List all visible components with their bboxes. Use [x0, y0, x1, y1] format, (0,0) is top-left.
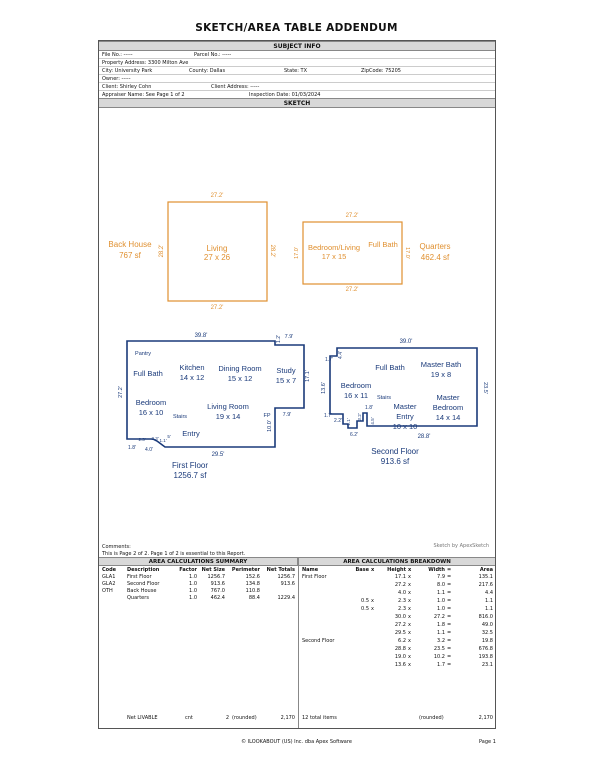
breakdown-col-x2: x [408, 567, 412, 573]
breakdown-x: x [408, 654, 411, 660]
summary-code: GLA1 [102, 574, 116, 580]
summary-description: Quarters [127, 595, 149, 601]
breakdown-height: 30.0 [394, 614, 406, 620]
quarters-room2-name: Full Bath [368, 240, 398, 249]
ff-dim-left: 27.2' [118, 386, 124, 398]
parcel-no: Parcel No.: ----- [194, 52, 232, 58]
breakdown-width: 27.2 [433, 614, 445, 620]
sf-dim-jog4: 3.2' [357, 413, 362, 421]
breakdown-base: 0.5 [361, 598, 369, 604]
ff-room-full-bath: Full Bath [133, 369, 163, 378]
summary-net-size: 462.4 [210, 595, 225, 601]
back-house-area: 767 sf [119, 251, 141, 260]
file-no: File No.: ----- [102, 52, 133, 58]
sf-room-master-bedroom-word: Bedroom [432, 403, 464, 412]
breakdown-area: 32.5 [481, 630, 493, 636]
ff-room-living: Living Room [207, 402, 249, 411]
ff-dim-step3: 2.3' [138, 437, 146, 442]
quarters-outbuilding [294, 213, 451, 293]
sf-dim-jog3: 1.1' [346, 418, 351, 426]
breakdown-x: x [408, 598, 411, 604]
summary-factor: 1.0 [189, 574, 197, 580]
breakdown-height: 27.2 [394, 622, 406, 628]
breakdown-eq: = [447, 590, 452, 596]
breakdown-width: 1.8 [437, 622, 445, 628]
breakdown-width: 8.0 [437, 582, 445, 588]
ff-room-study-size: 15 x 7 [275, 376, 297, 385]
sf-room-master-bath: Master Bath [420, 360, 462, 369]
breakdown-x: x [371, 598, 374, 604]
quarters-top-dim: 27.2' [345, 213, 359, 219]
breakdown-x: x [408, 638, 411, 644]
appraiser-name: Appraiser Name: See Page 1 of 2 [102, 92, 185, 98]
ff-room-dining-size: 15 x 12 [227, 374, 253, 383]
table-divider [298, 557, 299, 728]
back-house-top-dim: 27.2' [210, 193, 224, 199]
breakdown-width: 1.1 [437, 590, 445, 596]
summary-description: Second Floor [127, 581, 160, 587]
sf-dim-bottom-left: 6.2' [350, 432, 358, 438]
ff-dim-right-jog: 7.9' [284, 334, 294, 340]
breakdown-area: 1.1 [485, 598, 493, 604]
breakdown-area: 4.4 [485, 590, 493, 596]
summary-col-code: Code [102, 567, 117, 573]
breakdown-eq: = [447, 646, 452, 652]
sf-dim-left-top: 1.7' [325, 357, 333, 363]
ff-dim-right-side: 17.1' [305, 370, 311, 382]
breakdown-base: 0.5 [361, 606, 369, 612]
owner: Owner: ----- [102, 76, 131, 82]
summary-col-perimeter: Perimeter [231, 567, 260, 573]
sf-room-master-entry: Master [393, 402, 417, 411]
summary-net-size: 1256.7 [207, 574, 225, 580]
back-house-room-name: Living [206, 244, 228, 253]
sf-dim-top: 39.0' [399, 339, 413, 345]
ff-dim-step6: 5' [167, 434, 171, 439]
ff-room-pantry: Pantry [135, 351, 151, 357]
summary-col-net-size: Net Size [201, 567, 225, 573]
breakdown-x: x [408, 582, 411, 588]
info-row-address [99, 59, 495, 67]
breakdown-x: x [371, 606, 374, 612]
sf-dim-jog2: 2.2' [334, 418, 342, 424]
breakdown-col-name: Name [302, 567, 319, 573]
breakdown-col-height: Height [387, 567, 406, 573]
sf-dim-bottom: 28.8' [417, 434, 431, 440]
area-tables [99, 557, 495, 728]
ff-dim-step2: 4.0' [145, 447, 153, 453]
breakdown-area: 19.8 [481, 638, 493, 644]
breakdown-col-eq: = [447, 567, 452, 573]
breakdown-height: 27.2 [394, 582, 406, 588]
summary-net-total: 913.6 [280, 581, 295, 587]
breakdown-area: 816.0 [478, 614, 493, 620]
sf-room-master-bedroom: Master [436, 393, 460, 402]
breakdown-height: 28.8 [394, 646, 406, 652]
comments-label: Comments: [102, 544, 131, 550]
info-row-client [99, 83, 495, 91]
breakdown-total-label: 12 total items [302, 715, 337, 721]
quarters-right-dim: 17.0' [404, 247, 410, 259]
ff-room-kitchen-size: 14 x 12 [179, 373, 205, 382]
client: Client: Shirley Cohn [102, 84, 152, 90]
summary-description: First Floor [127, 574, 152, 580]
second-floor-area: 913.6 sf [380, 457, 410, 466]
ff-room-stairs: Stairs [172, 414, 188, 420]
summary-description: Back House [127, 588, 157, 594]
client-address: Client Address: ----- [211, 84, 260, 90]
net-cnt: 2 [225, 715, 229, 721]
quarters-left-dim: 17.0' [294, 247, 300, 259]
breakdown-eq: = [447, 606, 452, 612]
breakdown-height: 6.2 [398, 638, 406, 644]
first-floor-plan [127, 341, 304, 447]
breakdown-x: x [408, 630, 411, 636]
addendum-frame [98, 40, 496, 729]
breakdown-area: 217.6 [478, 582, 493, 588]
sf-dim-left: 13.6' [321, 382, 327, 394]
first-floor-area: 1256.7 sf [173, 471, 207, 480]
breakdown-eq: = [447, 622, 452, 628]
footer-page: Page 1 [479, 739, 496, 745]
ff-room-bedroom: Bedroom [135, 398, 167, 407]
breakdown-x: x [408, 662, 411, 668]
breakdown-name: Second Floor [302, 638, 335, 644]
sf-dim-jog1: 1.7' [324, 413, 332, 419]
breakdown-area: 676.8 [478, 646, 493, 652]
summary-code: GLA2 [102, 581, 116, 587]
breakdown-width: 1.0 [437, 606, 445, 612]
net-cnt-label: cnt [185, 715, 193, 721]
city: City: University Park [102, 68, 153, 74]
ff-room-fp: FP [263, 413, 271, 419]
county: County: Dallas [189, 68, 226, 74]
breakdown-x: x [408, 614, 411, 620]
breakdown-width: 10.2 [433, 654, 445, 660]
summary-perimeter: 152.6 [245, 574, 260, 580]
summary-perimeter: 134.8 [245, 581, 260, 587]
summary-col-net-totals: Net Totals [266, 567, 295, 573]
breakdown-eq: = [447, 574, 452, 580]
net-rounded: (rounded) [232, 715, 257, 721]
breakdown-height: 19.0 [394, 654, 406, 660]
breakdown-col-base: Base [355, 567, 369, 573]
ff-dim-mid-right: 7.9' [282, 412, 292, 418]
summary-factor: 1.0 [189, 595, 197, 601]
sf-room-bedroom-size: 16 x 11 [343, 391, 369, 400]
breakdown-height: 2.3 [398, 598, 406, 604]
sketch-header: SKETCH [99, 98, 495, 108]
info-row-owner [99, 75, 495, 83]
breakdown-height: 17.1 [394, 574, 406, 580]
sf-dim-left-upper: 4.4' [338, 351, 344, 359]
breakdown-col-area: Area [479, 567, 493, 573]
breakdown-area: 1.1 [485, 606, 493, 612]
breakdown-total: 2,170 [478, 715, 493, 721]
sf-dim-jog6: 4.5' [370, 417, 375, 425]
summary-header: AREA CALCULATIONS SUMMARY [99, 557, 298, 566]
back-house-outbuilding [108, 193, 275, 311]
ff-room-study: Study [276, 366, 296, 375]
summary-factor: 1.0 [189, 581, 197, 587]
breakdown-height: 4.0 [398, 590, 406, 596]
ff-room-bedroom-size: 16 x 10 [138, 408, 164, 417]
summary-col-factor: Factor [179, 567, 197, 573]
back-house-label: Back House [108, 240, 152, 249]
sf-dim-right: 23.5' [482, 382, 488, 394]
quarters-room1-size: 17 x 15 [321, 252, 347, 261]
first-floor-outline [127, 341, 304, 447]
breakdown-x: x [408, 590, 411, 596]
net-livable-total: 2,170 [280, 715, 295, 721]
breakdown-width: 1.0 [437, 598, 445, 604]
quarters-label: Quarters [419, 242, 451, 251]
breakdown-name: First Floor [302, 574, 327, 580]
breakdown-eq: = [447, 614, 452, 620]
sf-room-bedroom: Bedroom [340, 381, 372, 390]
sf-room-master-entry-word: Entry [396, 412, 414, 421]
breakdown-total-rounded: (rounded) [419, 715, 444, 721]
ff-dim-step4: 2.3' [151, 436, 159, 441]
breakdown-area: 193.8 [478, 654, 493, 660]
summary-net-total: 1256.7 [277, 574, 295, 580]
quarters-area: 462.4 sf [420, 253, 450, 262]
summary-perimeter: 110.8 [245, 588, 260, 594]
sf-dim-jog5: 1.8' [365, 405, 373, 411]
back-house-left-dim: 28.2' [159, 244, 165, 258]
summary-net-size: 767.0 [210, 588, 225, 594]
sf-room-full-bath: Full Bath [375, 363, 405, 372]
breakdown-x: x [408, 622, 411, 628]
breakdown-eq: = [447, 582, 452, 588]
apex-sketch-credit: Sketch by ApexSketch [433, 543, 489, 549]
ff-room-entry: Entry [182, 429, 200, 438]
zip: ZipCode: 75205 [361, 68, 401, 74]
ff-room-kitchen: Kitchen [179, 363, 205, 372]
subject-info-header: SUBJECT INFO [99, 41, 495, 51]
breakdown-area: 49.0 [481, 622, 493, 628]
ff-dim-step5: 1.1' [159, 438, 167, 443]
ff-dim-step1: 1.8' [128, 445, 136, 451]
ff-dim-top: 39.8' [194, 333, 208, 339]
quarters-bottom-dim: 27.2' [345, 287, 359, 293]
footer-copyright: © ILOOKABOUT (US) Inc. dba Apex Software [241, 739, 352, 745]
breakdown-x: x [408, 646, 411, 652]
first-floor-labels [118, 333, 311, 480]
breakdown-header: AREA CALCULATIONS BREAKDOWN [299, 557, 495, 566]
breakdown-col-x1: x [371, 567, 375, 573]
sf-room-master-entry-size: 10 x 10 [392, 422, 418, 431]
comments-text: This is Page 2 of 2. Page 1 of 2 is essential to this Report. [102, 551, 246, 557]
breakdown-eq: = [447, 630, 452, 636]
breakdown-width: 7.9 [437, 574, 445, 580]
breakdown-x: x [408, 606, 411, 612]
ff-dim-mid-vert: 10.0' [267, 420, 273, 432]
state: State: TX [284, 68, 307, 74]
summary-net-size: 913.6 [210, 581, 225, 587]
quarters-outline [303, 222, 402, 284]
ff-dim-bottom: 29.5' [211, 452, 225, 458]
inspection-date: Inspection Date: 01/03/2024 [249, 92, 321, 98]
net-livable-label: Net LIVABLE [127, 715, 158, 721]
floor-plan-sketch [99, 108, 495, 556]
breakdown-eq: = [447, 654, 452, 660]
breakdown-width: 3.2 [437, 638, 445, 644]
breakdown-eq: = [447, 638, 452, 644]
info-row-city [99, 67, 495, 75]
summary-code: OTH [102, 588, 113, 594]
breakdown-eq: = [447, 598, 452, 604]
ff-dim-right-vert: 1.2' [276, 335, 282, 343]
back-house-room-size: 27 x 26 [203, 253, 231, 262]
breakdown-height: 29.5 [394, 630, 406, 636]
sf-room-master-bath-size: 19 x 8 [430, 370, 452, 379]
summary-col-description: Description [127, 567, 160, 573]
breakdown-x: x [408, 574, 411, 580]
summary-net-total: 1229.4 [277, 595, 295, 601]
comments [102, 544, 245, 558]
breakdown-width: 1.7 [437, 662, 445, 668]
breakdown-width: 1.1 [437, 630, 445, 636]
quarters-room1-name: Bedroom/Living [307, 243, 361, 252]
breakdown-height: 13.6 [394, 662, 406, 668]
sf-room-stairs: Stairs [376, 395, 392, 401]
breakdown-area: 23.1 [481, 662, 493, 668]
breakdown-eq: = [447, 662, 452, 668]
breakdown-width: 23.5 [433, 646, 445, 652]
second-floor-labels [321, 339, 488, 466]
back-house-right-dim: 28.2' [269, 244, 275, 258]
first-floor-label: First Floor [172, 461, 208, 470]
property-address: Property Address: 3300 Milton Ave [102, 60, 189, 66]
summary-factor: 1.0 [189, 588, 197, 594]
back-house-bottom-dim: 27.2' [210, 305, 224, 311]
page-title: SKETCH/AREA TABLE ADDENDUM [195, 22, 398, 34]
summary-perimeter: 88.4 [248, 595, 260, 601]
info-row-file [99, 51, 495, 59]
breakdown-area: 135.1 [478, 574, 493, 580]
breakdown-col-width: Width [428, 567, 445, 573]
sf-room-master-bedroom-size: 14 x 14 [435, 413, 461, 422]
breakdown-height: 2.3 [398, 606, 406, 612]
second-floor-label: Second Floor [371, 447, 419, 456]
ff-room-dining: Dining Room [218, 364, 262, 373]
ff-room-living-size: 19 x 14 [215, 412, 241, 421]
